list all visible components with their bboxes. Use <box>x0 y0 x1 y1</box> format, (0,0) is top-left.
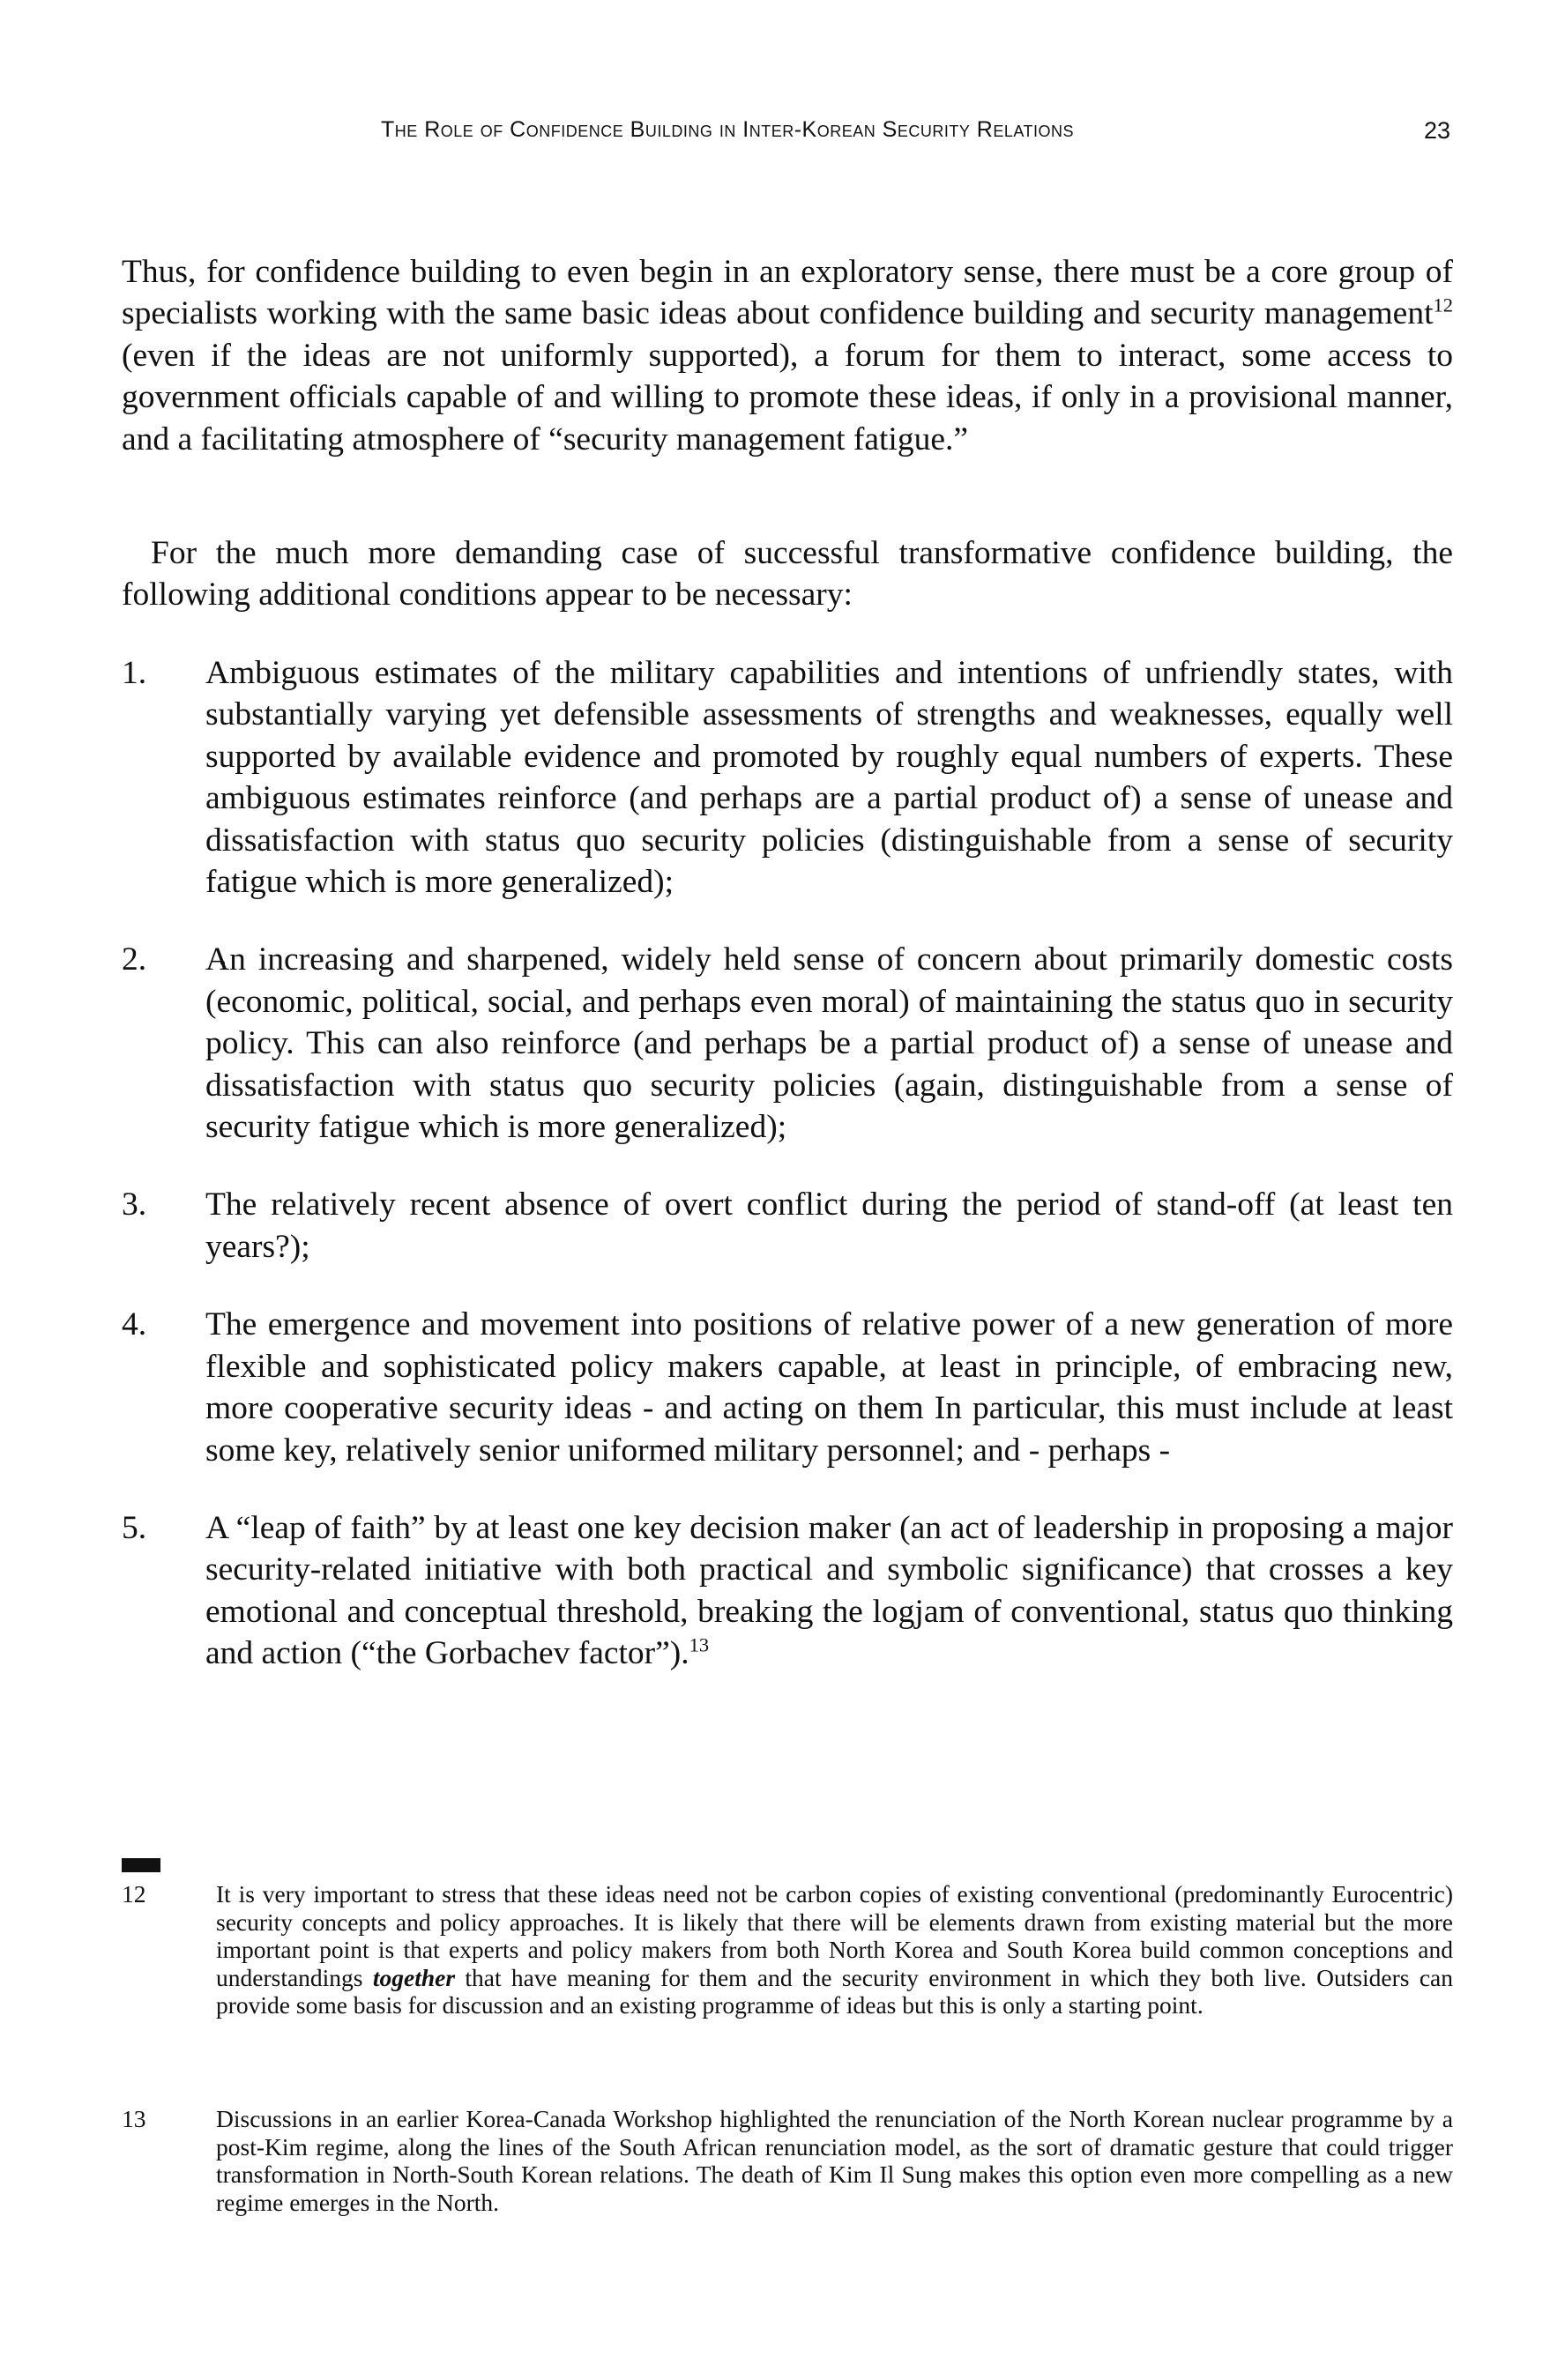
list-number: 5. <box>122 1509 147 1546</box>
footnote-12-text: It is very important to stress that these ideas need not be carbon copies of existing conventional (predominantly Eurocentric) security concepts and policy approaches. It is likely that there will be elements drawn from existing material but the more important point is that experts and policy makers from both North Korea and South Korea build common conceptions and understandings <box>216 1880 1453 1991</box>
list-item-3 <box>122 1184 1453 1268</box>
footnote-12 <box>122 1880 1453 2019</box>
footnote-ref-12: 12 <box>1433 294 1453 316</box>
list-item-text: Ambiguous estimates of the military capabilities and intentions of unfriendly states, with substantially varying yet defensible assessments of strengths and weaknesses, equally well supported by available evidence and promoted by roughly equal numbers of experts. These ambiguous estimates reinforce (and perhaps are a partial product of) a sense of unease and dissatisfaction with status quo security policies (distinguishable from a sense of security fatigue which is more generalized); <box>205 655 1453 901</box>
conditions-list <box>122 652 1453 1675</box>
paragraph-2: For the much more demanding case of successful transformative confidence building, the following additional conditions appear to be necessary: <box>122 535 1453 614</box>
list-number: 2. <box>122 941 147 978</box>
list-item-2 <box>122 939 1453 1148</box>
footnote-number: 12 <box>122 1880 146 1908</box>
footnote-rule <box>122 1858 160 1872</box>
footnote-text <box>216 1880 1453 2019</box>
list-number: 1. <box>122 655 147 691</box>
footnote-number: 13 <box>122 2105 146 2132</box>
running-header <box>0 117 1550 152</box>
footnote-12-emphasis: together <box>372 1963 456 1991</box>
footnote-12-text-cont: that have meaning for them and the security environment in which they both live. Outsiders can provide some basis for discussion and an existing programme of ideas but this is only a starting point. <box>216 1963 1453 2019</box>
list-item-text: The relatively recent absence of overt conflict during the period of stand-off (at least ten years?); <box>205 1186 1453 1265</box>
list-item-text: An increasing and sharpened, widely held sense of concern about primarily domestic costs (economic, political, social, and perhaps even moral) of maintaining the status quo in security policy. This can also reinforce (and perhaps be a partial product of) a sense of unease and dissatisfaction with status quo security policies (again, distinguishable from a sense of security fatigue which is more generalized); <box>205 941 1453 1146</box>
paragraph-1-text: Thus, for confidence building to even begin in an exploratory sense, there must be a core group of specialists working with the same basic ideas about confidence building and security management <box>122 254 1453 332</box>
list-item-text: The emergence and movement into positions of relative power of a new generation of more flexible and sophisticated policy makers capable, at least in principle, of embracing new, more cooperative security ideas - and acting on them In particular, this must include at least some key, relatively senior uniformed military personnel; and - perhaps - <box>205 1306 1453 1469</box>
running-header-title: The Role of Confidence Building in Inter-Korean Security Relations <box>381 117 1075 142</box>
paragraph-1-text-cont: (even if the ideas are not uniformly supported), a forum for them to interact, some access to government officials capable of and willing to promote these ideas, if only in a provisional manner, and a facilitating atmosphere of “security management fatigue.” <box>122 337 1453 457</box>
list-number: 4. <box>122 1306 147 1343</box>
page-number: 23 <box>1424 117 1451 144</box>
paragraph-1 <box>122 251 1453 460</box>
list-number: 3. <box>122 1186 147 1223</box>
footnote-text: Discussions in an earlier Korea-Canada Workshop highlighted the renunciation of the North Korean nuclear programme by a post-Kim regime, along the lines of the South African renunciation model, as the sort of dramatic gesture that could trigger transformation in North-South Korean relations. The death of Kim Il Sung makes this option even more compelling as a new regime emerges in the North. <box>216 2105 1453 2216</box>
list-item-1 <box>122 652 1453 903</box>
list-item-text <box>205 1507 1453 1675</box>
footnote-13 <box>122 2105 1453 2216</box>
list-item-4 <box>122 1304 1453 1471</box>
list-item-5-text: A “leap of faith” by at least one key decision maker (an act of leadership in proposing a major security-related initiative with both practical and symbolic significance) that crosses a key emotional and conceptual threshold, breaking the logjam of conventional, status quo thinking and action (“the Gorbachev factor”). <box>205 1509 1453 1672</box>
list-item-5 <box>122 1507 1453 1675</box>
footnote-ref-13: 13 <box>689 1633 710 1656</box>
